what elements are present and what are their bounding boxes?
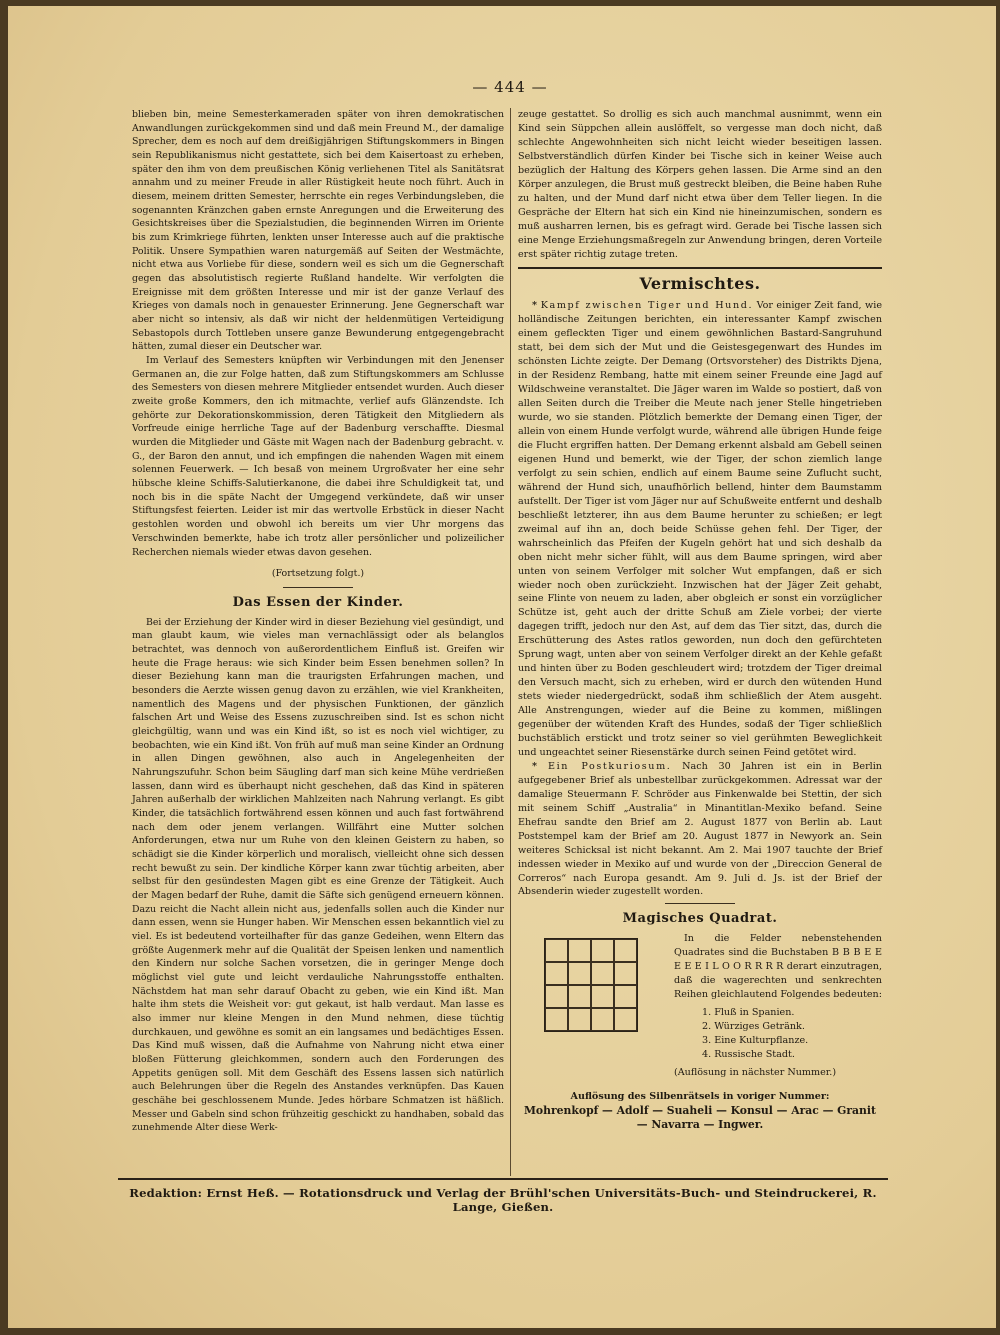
postkuriosum-title: Ein Postkuriosum. <box>548 760 672 772</box>
essen-heading: Das Essen der Kinder. <box>232 594 404 610</box>
magic-square-instructions <box>674 932 882 1080</box>
magic-square-block <box>518 932 882 1080</box>
grid-cell <box>545 962 568 985</box>
essen-article-text: Bei der Erziehung der Kinder wird in dieser Beziehung viel gesündigt, und man glaubt kaum, wie vieles man vernachlässigt oder als belanglos betrachtet, was dennoch von außerordentlichem Einfluß ist. Greifen wir heute die Frage heraus: wie sich Kinder beim Essen benehmen sollen? In dieser Beziehung kann man die traurigsten Erfahrungen machen, und besonders die Aerzte wissen genug davon zu erzählen, wie viel Krankheiten, namentlich des Magens und der physischen Funktionen, der gänzlich falschen Art und Weise des Essens zuzuschreiben sind. Ist es schon nicht gleichgültig, wann und was ein Kind ißt, so ist es noch viel wichtiger, zu beobachten, wie ein Kind ißt. Von früh auf muß man seine Kinder an Ordnung in allen Dingen gewöhnen, also auch in Angelegenheiten der Nahrungszufuhr. Schon beim Säugling darf man sich keine Mühe verdrießen lassen, dann wird es überhaupt nicht geschehen, daß das Kind in späteren Jahren außerhalb der wirklichen Mahlzeiten nach Nahrung verlangt. Es gibt Kinder, die tatsächlich fortwährend essen können und auch fast fortwährend nach dem oder jenem verlangen. Willfährt eine Mutter solchen Anforderungen, etwa nur um Ruhe von den kleinen Geistern zu haben, so schädigt sie die Kinder körperlich und moralisch, vielleicht ohne sich dessen recht bewußt zu sein. Der kindliche Körper kann zwar tüchtig arbeiten, aber selbst für den gesündesten Magen gibt es eine Grenze der Tätigkeit. Auch der Magen bedarf der Ruhe, damit die Säfte sich genügend erneuern können. Dazu reicht die Nacht allein nicht aus, jedenfalls sollen auch die Kinder nur dann essen, wenn sie Hunger haben. Wir Menschen essen bekanntlich viel zu viel. Es ist bedeutend vorteilhafter für das ganze Gedeihen, wenn Eltern das größte Augenmerk mehr auf die Qualität der Speisen lenken und namentlich den Kindern nur solche Sachen vorsetzen, die in geringer Menge doch möglichst viel gute und leicht verdauliche Nahrungsstoffe enthalten. Nächstdem hat man sehr darauf Obacht zu geben, wie ein Kind ißt. Man halte ihm stets die Weisheit vor: gut gekaut, ist halb verdaut. Man lasse es also immer nur kleine Mengen in den Mund nehmen, diese tüchtig durchkauen, und gewöhne es somit an ein langsames und bedächtiges Essen. Das Kind muß wissen, daß die Aufnahme von Nahrung nicht etwa einer bloßen Fütterung gleichkommen, sondern auch den Forderungen des Appetits genügen soll. Mit dem Geschäft des Essens lassen sich natürlich auch Belehrungen über die Regeln des Anstandes verknüpfen. Das Kauen geschähe bei geschlossenem Munde. Jedes hörbare Schmatzen ist häßlich. Messer und Gabeln sind schon frühzeitig geschickt zu handhaben, sobald das zunehmende Alter diese Werk- <box>132 616 504 1134</box>
left-column <box>132 108 504 1135</box>
postkuriosum-text: Nach 30 Jahren ist ein in Berlin aufgegebener Brief als unbestellbar zurückgekommen. Adressat war der damalige Steuermann F. Schröder aus Finkenwalde bei Stettin, der sich mit seinem Schiff „Australia“ in Minantitlan-Mexiko befand. Seine Ehefrau sandte den Brief am 2. August 1877 von Berlin ab. Laut Poststempel kam der Brief am 20. August 1877 in Newyork an. Sein weiteres Schicksal ist nicht bekannt. Am 2. Mai 1907 tauchte der Brief indessen wieder in Mexiko auf und wurde von der „Direccion General de Correros“ nach Europa gesandt. Am 9. Juli d. Js. ist der Brief der Absenderin wieder zugestellt worden. <box>518 760 882 898</box>
grid-cell <box>545 1008 568 1031</box>
previous-solution-line-1: Mohrenkopf — Adolf — Suaheli — Konsul — Arac — Granit <box>523 1103 876 1117</box>
grid-cell <box>568 939 591 962</box>
memoir-paragraph-1: blieben bin, meine Semesterkameraden später von ihren demokratischen Anwandlungen zurückgekommen sind und daß mein Freund M., der damalige Sprecher, dem es noch auf dem dreißigjährigen Stiftungskommers in Bingen sein Republikanismus nicht gestattete, sich bei dem Kaisertoast zu erheben, später den ihm von dem preußischen König verliehenen Titel als Sanitätsrat annahm und zu meiner Freude in aller Rüstigkeit heute noch führt. Auch in diesem, meinem dritten Semester, herrschte ein reges Verbindungsleben, die sogenannten Kränzchen gaben ernste Anregungen und die Erweiterung des Gesichtskreises über die Spezialstudien, die beginnenden Wirren im Oriente bis zum Krimkriege führten, lenkten unser Interesse auch auf die praktische Politik. Unsere Sympathien waren naturgemäß auf Seiten der Westmächte, nicht etwa aus Vorliebe für diese, sondern weil es sich um die Gegnerschaft gegen das absolutistisch regierte Rußland handelte. Wir verfolgten die Ereignisse mit dem größten Interesse und mir ist der ganze Verlauf des Krieges von damals noch in genauester Erinnerung. Jene Gegnerschaft war aber nicht so intensiv, als daß wir nicht der heldenmütigen Verteidigung Sebastopols durch Tottleben unsere ganze Bewunderung entgegengebracht hätten, zumal dieser ein Deutscher war. <box>132 109 504 353</box>
grid-cell <box>545 985 568 1008</box>
footer-rule <box>118 1178 888 1180</box>
essen-article-continuation: zeuge gestattet. So drollig es sich auch manchmal ausnimmt, wenn ein Kind sein Süppchen allein auslöffelt, so vergesse man doch nicht, daß schlechte Angewohnheiten sich nicht leicht wieder beseitigen lassen. Selbstverständlich dürfen Kinder bei Tische sich in keiner Weise auch bezüglich der Haltung des Körpers gehen lassen. Die Arme sind an den Körper anzulegen, die Brust muß gestreckt bleiben, die Beine haben Ruhe zu halten, und der Mund darf nicht etwa über dem Teller liegen. In die Gespräche der Eltern hat sich ein Kind nie hineinzumischen, sondern es muß ausharren lernen, bis es gefragt wird. Gerade bei Tische lassen sich eine Menge Erziehungsmaßregeln zur Anwendung bringen, deren Vorteile erst später richtig zutage treten. <box>518 109 882 260</box>
clue-item: 4. Russische Stadt. <box>702 1049 795 1060</box>
grid-cell <box>591 939 614 962</box>
magisches-quadrat-heading: Magisches Quadrat. <box>622 911 778 927</box>
previous-solution-title: Auflösung des Silbenrätsels in voriger Nummer: <box>570 1090 830 1102</box>
kampf-title: Kampf zwischen Tiger und Hund. <box>540 300 754 312</box>
asterisk-marker: * <box>532 760 548 772</box>
grid-cell <box>568 962 591 985</box>
right-column <box>518 108 882 1132</box>
section-divider <box>283 587 353 588</box>
grid-cell <box>614 962 637 985</box>
grid-cell <box>614 1008 637 1031</box>
previous-solution-line-2: — Navarra — Ingwer. <box>636 1117 764 1131</box>
magic-square-text: In die Felder nebenstehenden Quadrates sind die Buchstaben B B B E E E E E I L O O R R R R derart einzutragen, daß die wagerechten und senkrechten Reihen gleichlautend Folgendes bedeuten: <box>674 933 882 1001</box>
clue-list <box>674 1006 882 1062</box>
continued-note: (Fortsetzung folgt.) <box>271 568 365 580</box>
clue-item: 3. Eine Kulturpflanze. <box>702 1035 809 1047</box>
column-divider <box>510 108 511 1176</box>
section-divider <box>665 903 735 904</box>
imprint-line: Redaktion: Ernst Heß. — Rotationsdruck und Verlag der Brühl'schen Universitäts-Buch- und Steindruckerei, R. Lange, Gießen. <box>129 1186 877 1214</box>
vermischtes-heading: Vermischtes. <box>639 274 761 294</box>
grid-cell <box>545 939 568 962</box>
magic-square-grid <box>544 938 638 1032</box>
grid-cell <box>591 1008 614 1031</box>
grid-cell <box>591 962 614 985</box>
clue-item: 2. Würziges Getränk. <box>702 1021 805 1033</box>
grid-cell <box>568 1008 591 1031</box>
grid-cell <box>614 939 637 962</box>
grid-cell <box>591 985 614 1008</box>
page-number: — 444 — <box>472 78 548 96</box>
grid-cell <box>614 985 637 1008</box>
grid-cell <box>568 985 591 1008</box>
clue-item: 1. Fluß in Spanien. <box>702 1007 795 1019</box>
asterisk-marker: * <box>532 300 541 312</box>
kampf-text: Vor einiger Zeit fand, wie holländische Zeitungen berichten, ein interessanter Kampf zwischen einem gefleckten Tiger und einem gewöhnlichen Bastard-Sangruhund statt, bei dem sich der Mut und die Geistesgegenwart des Hundes im schönsten Lichte zeigte. Der Demang (Ortsvorsteher) des Distrikts Djena, in der Residenz Rembang, hatte mit einem seiner Freunde eine Jagd auf Wildschweine veranstaltet. Die Jäger waren im Walde so postiert, daß von allen Seiten durch die Treiber die Meute nach jener Stelle hingetrieben wurde, wo sie standen. Plötzlich bemerkte der Demang einen Tiger, der allein von einem Hunde verfolgt wurde, während alle übrigen Hunde feige die Flucht ergriffen hatten. Der Demang erkennt alsbald am Gebell seinen eigenen Hund und bemerkt, wie der Tiger, der schon ziemlich lange verfolgt zu sein schien, endlich auf einem Baume seine Zuflucht sucht, während der Hund sich, unaufhörlich bellend, hinter dem Baumstamm aufstellt. Der Tiger ist vom Jäger nur auf Schußweite entfernt und deshalb beschließt letzterer, ihn aus dem Baume herunter zu schießen; er legt zweimal auf ihn an, doch beide Schüsse gehen fehl. Der Tiger, der wahrscheinlich das Pfeifen der Kugeln gehört hat und sich deshalb da oben nicht mehr sicher fühlt, will aus dem Baume springen, wird aber unten von seinem Verfolger mit solcher Wut empfangen, daß er sich wieder noch oben zurückzieht. Inzwischen hat der Jäger Zeit gehabt, seine Flinte von neuem zu laden, aber obgleich er sonst ein vorzüglicher Schütze ist, geht auch der dritte Schuß am Ziele vorbei; der vierte dagegen trifft, jedoch nur den Ast, auf dem das Tier sitzt, das, durch die Erschütterung des Astes ratlos geworden, nun doch den gefürchteten Sprung wagt, unten aber von seinem Verfolger direkt an der Kehle gefaßt und hinten über zu Boden geschleudert wird; trotzdem der Tiger dreimal den Versuch macht, sich zu erheben, wird er durch den wütenden Hund stets wieder niedergedrückt, sodaß ihm schließlich der Atem ausgeht. Alle Anstrengungen, wieder auf die Beine zu kommen, mißlingen gegenüber der wütenden Kraft des Hundes, sodaß der Tiger schließlich buchstäblich erstickt und trotz seiner so viel gerühmten Beweglichkeit und ungeachtet seiner Riesenstärke durch seinen Feind getötet wird. <box>518 300 882 758</box>
solution-next-issue-note: (Auflösung in nächster Nummer.) <box>674 1066 837 1078</box>
memoir-paragraph-2: Im Verlauf des Semesters knüpften wir Verbindungen mit den Jenenser Germanen an, die zur Folge hatten, daß zum Stiftungskommers am Schlusse des Semesters von diesen mehrere Mitglieder entsendet wurden. Auch dieser zweite große Kommers, den ich mitmachte, verlief aufs Glänzendste. Ich gehörte zur Dekorationskommission, deren Tätigkeit den Mitgliedern als Vorfreude einige herrliche Tage auf der Badenburg verschaffte. Diesmal wurden die Mitglieder und Gäste mit Wagen nach der Badenburg gebracht. v. G., der Baron den annut, und ich empfingen die nahenden Wagen mit einem solennen Feuerwerk. — Ich besaß von meinem Urgroßvater her eine sehr hübsche kleine Schiffs-Salutierkanone, die dabei ihre Schuldigkeit tat, und noch bis in die späte Nacht der Umgegend verkündete, daß wir unser Stiftungsfest feierten. Leider ist mir das wertvolle Erbstück in dieser Nacht gestohlen worden und obwohl ich bereits um vier Uhr morgens das Verschwinden bemerkte, habe ich trotz aller persönlicher und polizeilicher Recherchen niemals wieder etwas davon gesehen. <box>132 355 504 558</box>
section-divider <box>518 267 882 269</box>
